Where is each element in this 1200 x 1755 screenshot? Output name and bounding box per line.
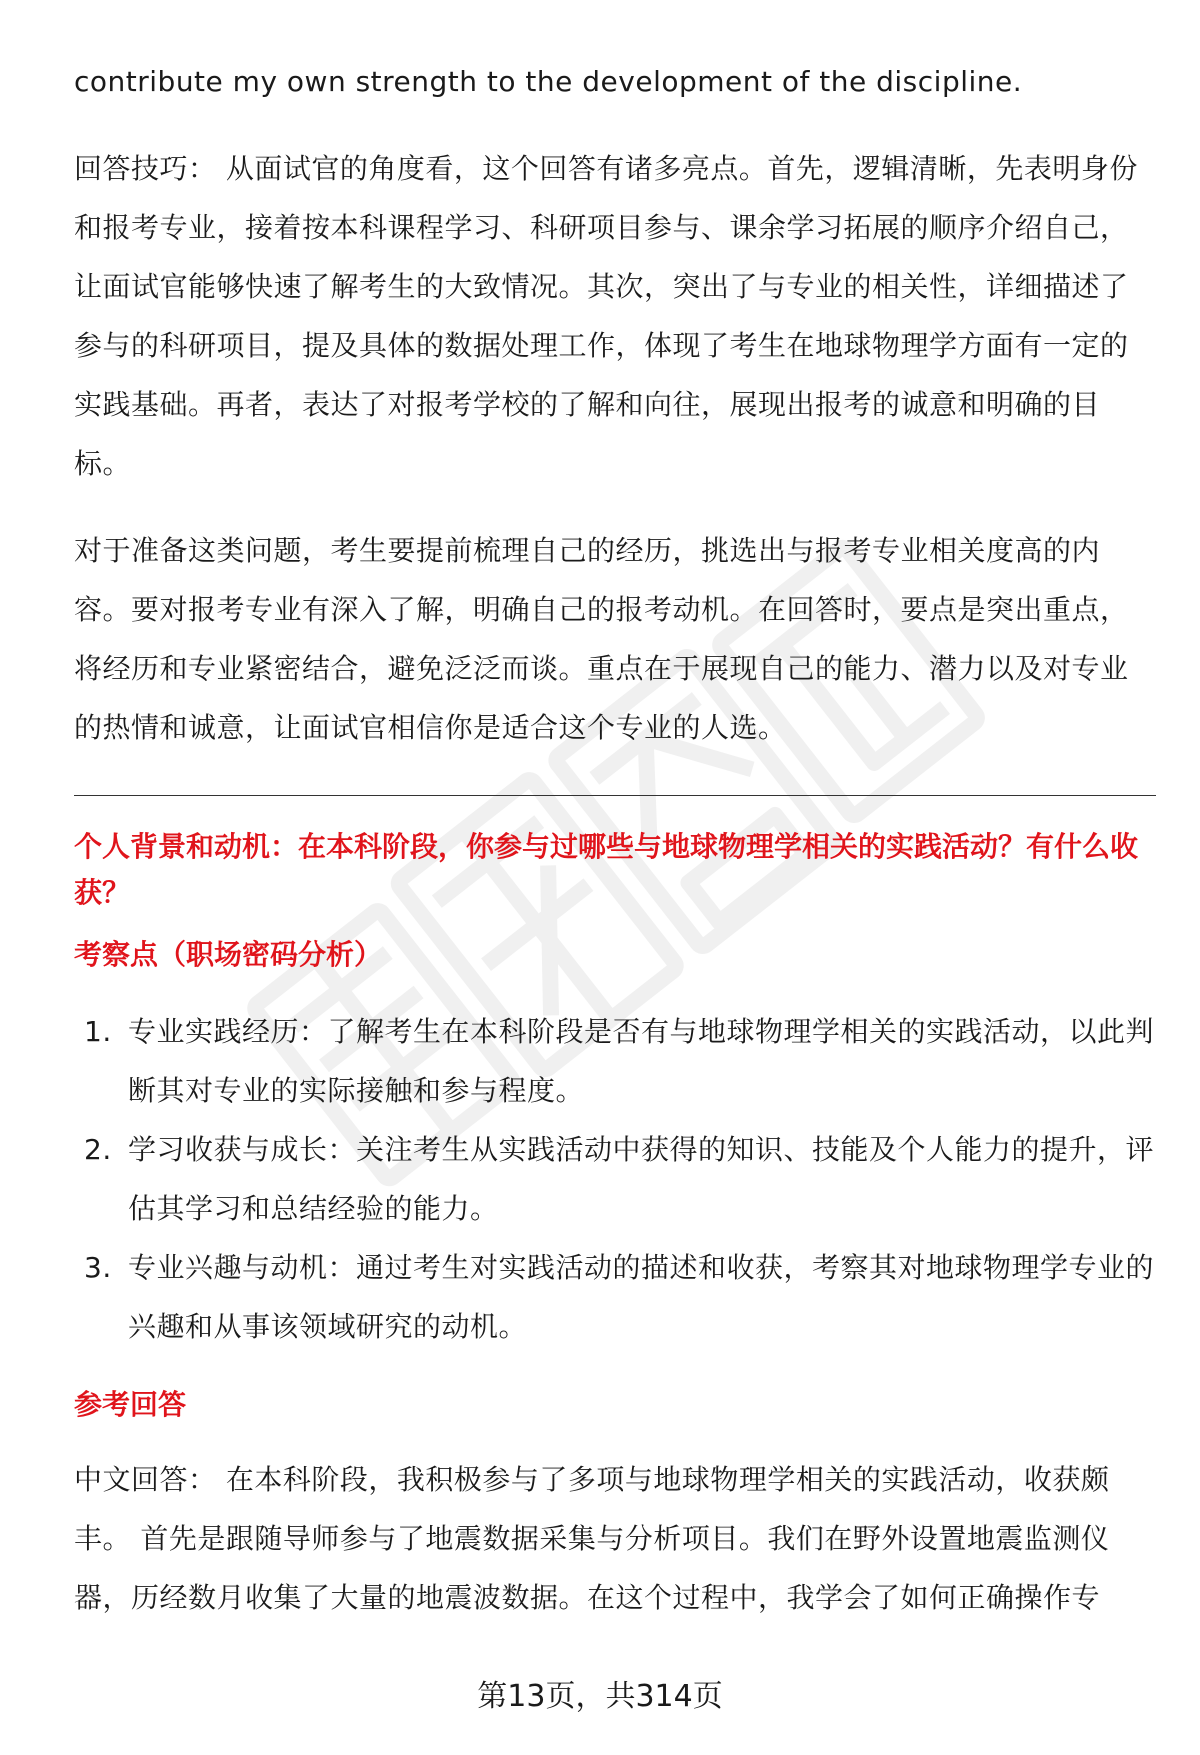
list-item-text: 专业实践经历：了解考生在本科阶段是否有与地球物理学相关的实践活动，以此判断其对专业的实际接触和参与程度。 [128, 1015, 1155, 1107]
page-number-footer: 第13页，共314页 [477, 1679, 723, 1714]
assessment-points-list [74, 1002, 1154, 1356]
intro-english-tail: contribute my own strength to the development of the discipline. [74, 65, 1023, 98]
preparation-advice-paragraph: 对于准备这类问题，考生要提前梳理自己的经历，挑选出与报考专业相关度高的内容。要对报考专业有深入了解，明确自己的报考动机。在回答时，要点是突出重点，将经历和专业紧密结合，避免泛泛而谈。重点在于展现自己的能力、潜力以及对专业的热情和诚意，让面试官相信你是适合这个专业的人选。 [74, 534, 1129, 744]
list-item-text: 专业兴趣与动机：通过考生对实践活动的描述和收获，考察其对地球物理学专业的兴趣和从事该领域研究的动机。 [128, 1251, 1155, 1343]
assessment-heading: 考察点（职场密码分析） [74, 938, 383, 971]
list-item [74, 1238, 1154, 1356]
answer-tips-paragraph: 回答技巧： 从面试官的角度看，这个回答有诸多亮点。首先，逻辑清晰，先表明身份和报考专业，接着按本科课程学习、科研项目参与、课余学习拓展的顺序介绍自己，让面试官能够快速了解考生的大致情况。其次，突出了与专业的相关性，详细描述了参与的科研项目，提及具体的数据处理工作，体现了考生在地球物理学方面有一定的实践基础。再者，表达了对报考学校的了解和向往，展现出报考的诚意和明确的目标。 [74, 152, 1138, 480]
list-item [74, 1120, 1154, 1238]
list-item [74, 1002, 1154, 1120]
document-body [74, 52, 1154, 1627]
list-item-number: 3. [84, 1251, 112, 1284]
list-item-text: 学习收获与成长：关注考生从实践活动中获得的知识、技能及个人能力的提升，评估其学习和总结经验的能力。 [128, 1133, 1155, 1225]
list-item-number: 1. [84, 1015, 112, 1048]
reference-answer-heading: 参考回答 [74, 1388, 187, 1421]
chinese-answer-paragraph: 中文回答： 在本科阶段，我积极参与了多项与地球物理学相关的实践活动，收获颇丰。 首先是跟随导师参与了地震数据采集与分析项目。我们在野外设置地震监测仪器，历经数月收集了大量的地震波数据。在这个过程中，我学会了如何正确操作专 [74, 1463, 1110, 1614]
question-heading: 个人背景和动机：在本科阶段，你参与过哪些与地球物理学相关的实践活动？有什么收获？ [74, 830, 1139, 909]
list-item-number: 2. [84, 1133, 112, 1166]
